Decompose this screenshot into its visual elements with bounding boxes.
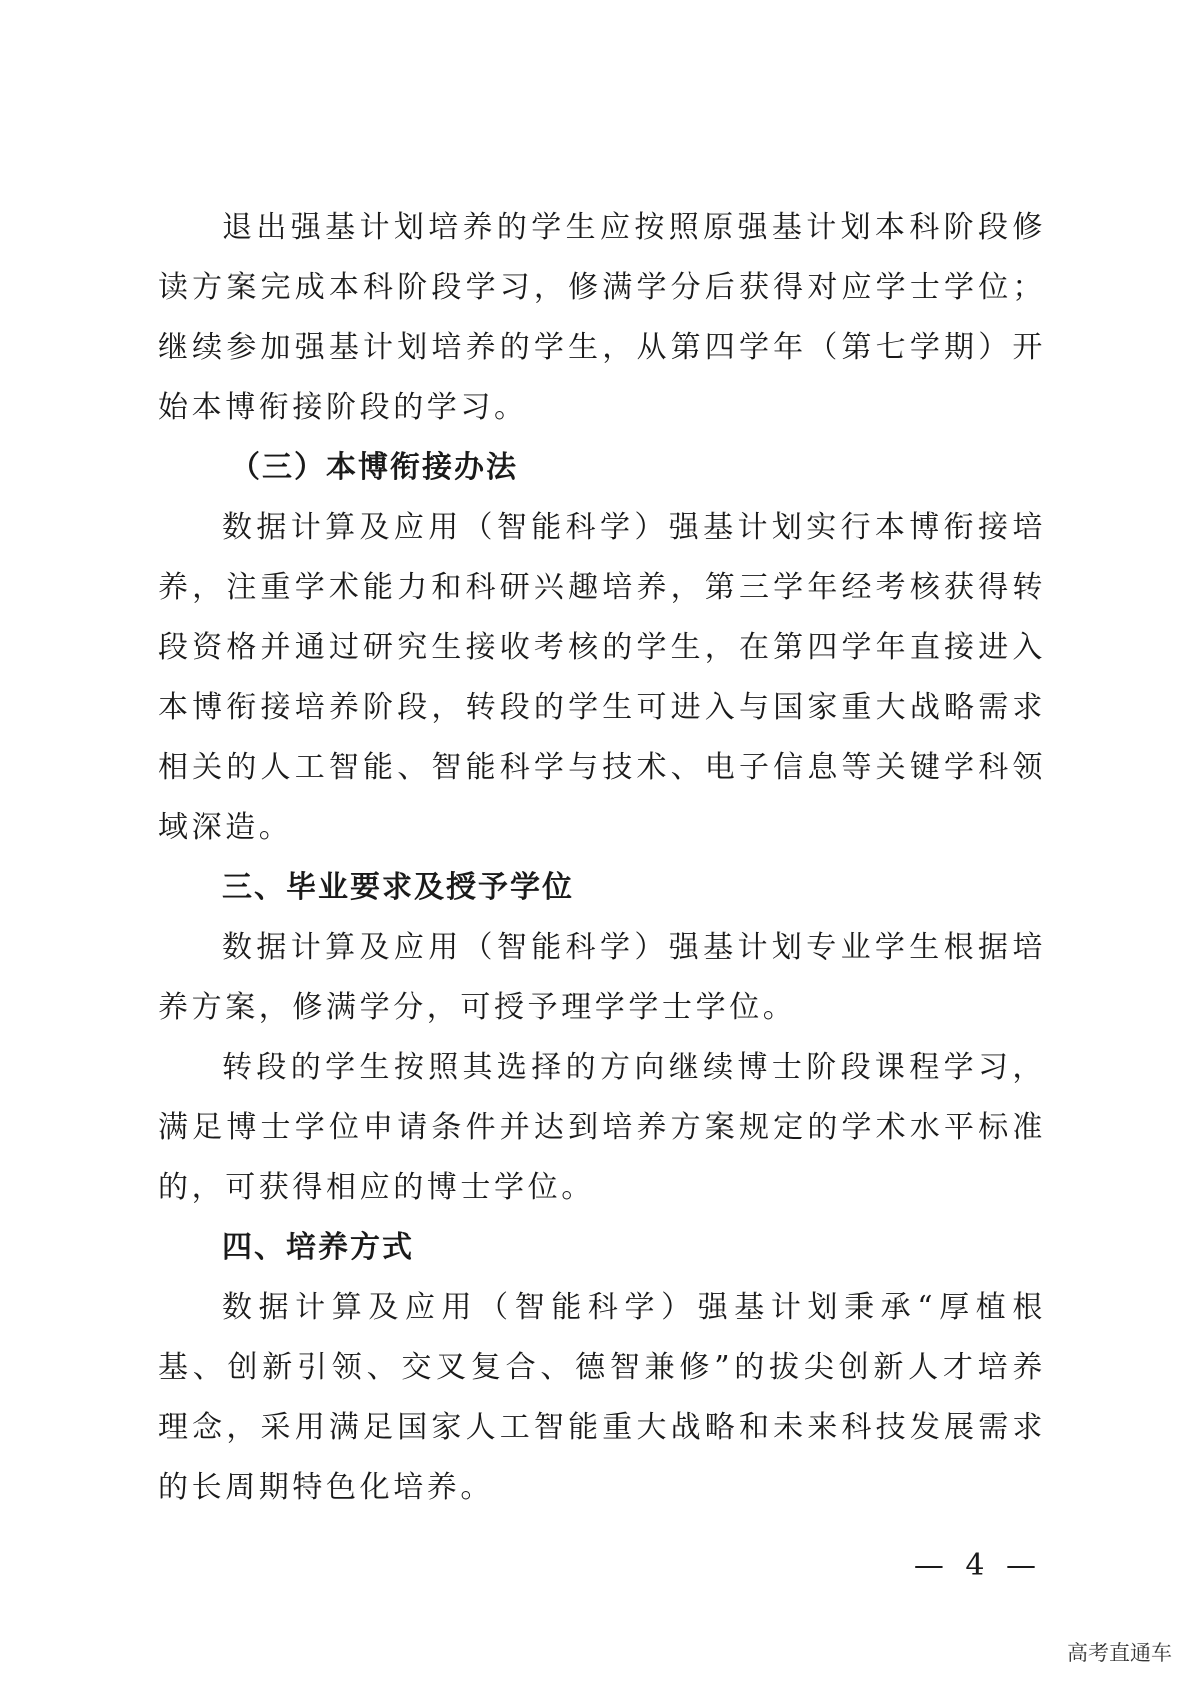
page-body	[158, 198, 1046, 1518]
paragraph-training-philosophy: 数据计算及应用（智能科学）强基计划秉承“厚植根基、创新引领、交叉复合、德智兼修”的拔尖创新人才培养理念，采用满足国家人工智能重大战略和未来科技发展需求的长周期特色化培养。	[158, 1290, 1046, 1505]
paragraph-doctoral-degree: 转段的学生按照其选择的方向继续博士阶段课程学习，满足博士学位申请条件并达到培养方案规定的学术水平标准的，可获得相应的博士学位。	[158, 1050, 1046, 1205]
heading-bachelor-doctoral-bridging: （三）本博衔接办法	[230, 450, 518, 485]
heading-training-mode: 四、培养方式	[222, 1230, 414, 1265]
page-number: — 4 —	[913, 1548, 1042, 1583]
paragraph-bridging-method: 数据计算及应用（智能科学）强基计划实行本博衔接培养，注重学术能力和科研兴趣培养，第三学年经考核获得转段资格并通过研究生接收考核的学生，在第四学年直接进入本博衔接培养阶段，转段的学生可进入与国家重大战略需求相关的人工智能、智能科学与技术、电子信息等关键学科领域深造。	[158, 510, 1046, 845]
watermark-text: 高考直通车	[1067, 1641, 1172, 1665]
paragraph-exit-plan: 退出强基计划培养的学生应按照原强基计划本科阶段修读方案完成本科阶段学习，修满学分后获得对应学士学位；继续参加强基计划培养的学生，从第四学年（第七学期）开始本博衔接阶段的学习。	[158, 210, 1046, 425]
heading-graduation-requirements: 三、毕业要求及授予学位	[222, 870, 574, 905]
paragraph-bachelor-degree: 数据计算及应用（智能科学）强基计划专业学生根据培养方案，修满学分，可授予理学学士学位。	[158, 930, 1046, 1025]
